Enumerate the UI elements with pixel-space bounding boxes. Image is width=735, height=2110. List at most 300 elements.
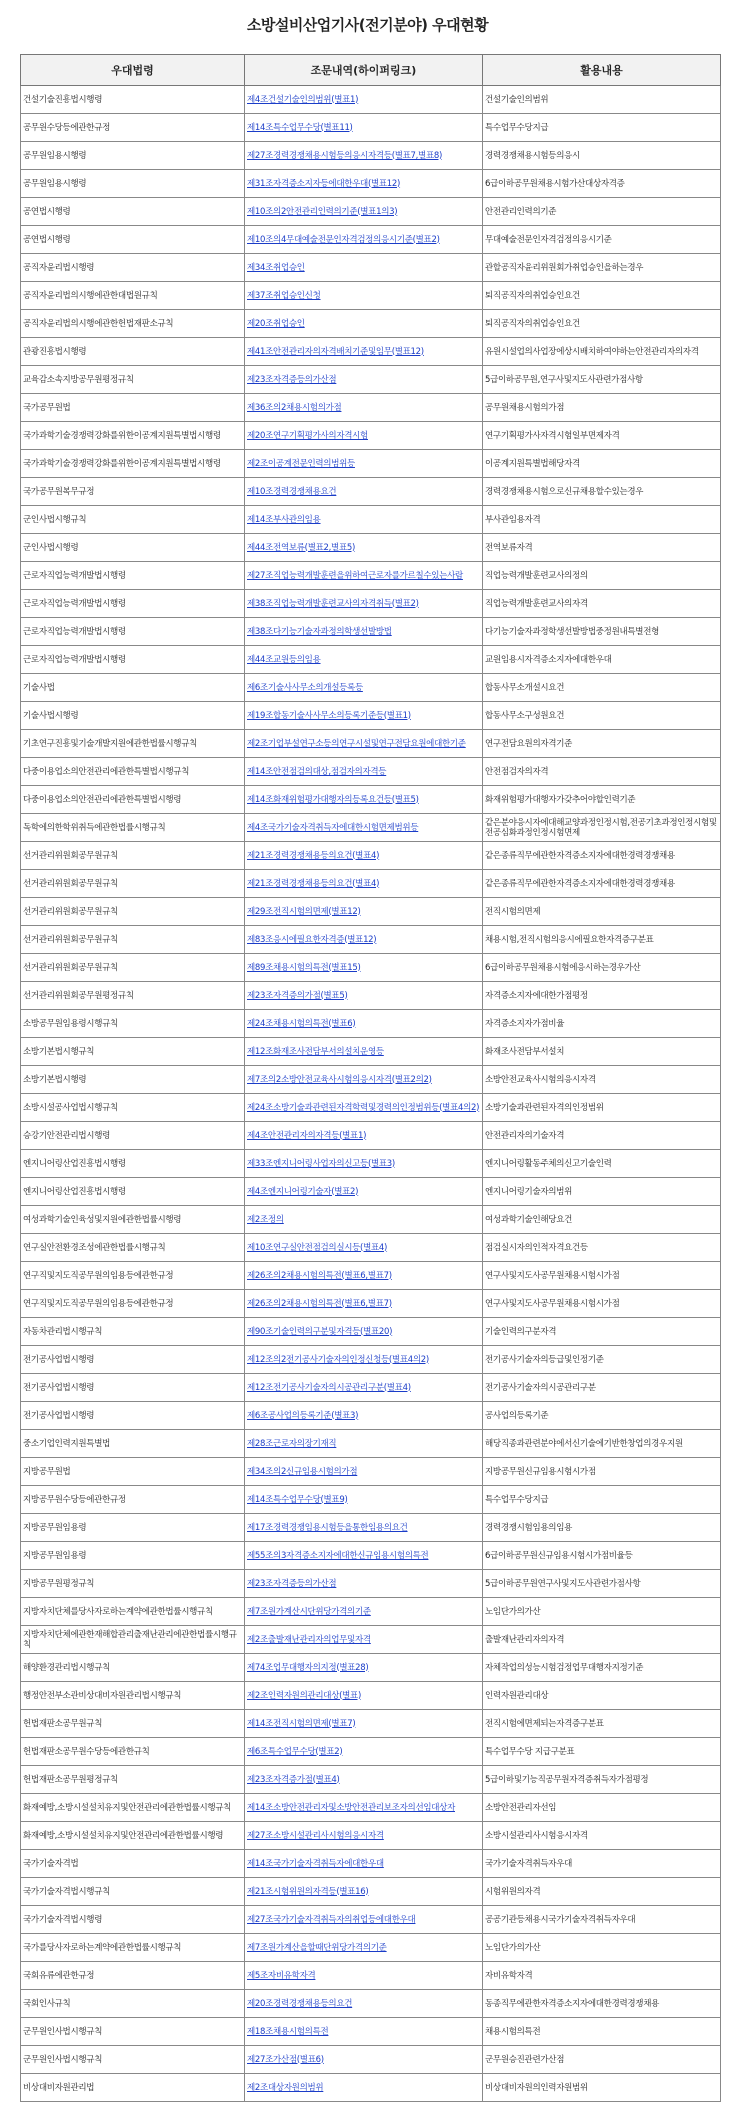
table-row — [21, 674, 721, 702]
article-cell — [245, 1290, 483, 1318]
usage-cell: 소방기술과관련된자격의인정범위 — [483, 1094, 721, 1122]
table-row — [21, 1038, 721, 1066]
law-cell: 기술사법 — [21, 674, 245, 702]
table-row — [21, 366, 721, 394]
law-cell: 연구실안전환경조성에관한법률시행규칙 — [21, 1234, 245, 1262]
article-link[interactable]: 제12조전기공사기술자의시공관리구분(별표4) — [247, 1382, 411, 1393]
usage-cell: 연구전담요원의자격기준 — [483, 730, 721, 758]
usage-cell: 채용시험,전직시험의응시에필요한자격증구분표 — [483, 926, 721, 954]
article-link[interactable]: 제10조연구실안전점검의실시등(별표4) — [247, 1242, 388, 1253]
law-cell: 중소기업인력지원특별법 — [21, 1430, 245, 1458]
article-cell — [245, 338, 483, 366]
table-row — [21, 1654, 721, 1682]
table-row — [21, 1794, 721, 1822]
article-link[interactable]: 제20조연구기획평가사의자격시험 — [247, 430, 368, 441]
table-row — [21, 1514, 721, 1542]
article-link[interactable]: 제19조합동기술사사무소의등록기준등(별표1) — [247, 710, 411, 721]
article-cell — [245, 2046, 483, 2074]
article-cell — [245, 1514, 483, 1542]
article-link[interactable]: 제7조원가계산시단위당가격의기준 — [247, 1606, 371, 1617]
table-row — [21, 786, 721, 814]
article-link[interactable]: 제27조가산점(별표6) — [247, 2054, 324, 2065]
article-link[interactable]: 제10조의4무대예술전문인자격검정의응시기준(별표2) — [247, 234, 440, 245]
article-link[interactable]: 제44조전역보류(별표2,별표5) — [247, 542, 355, 553]
usage-cell: 같은종류직무에관한자격증소지자에대한경력경쟁채용 — [483, 870, 721, 898]
law-cell: 공직자윤리법시행령 — [21, 254, 245, 282]
law-cell: 공직자윤리법의시행에관한헌법재판소규칙 — [21, 310, 245, 338]
article-cell — [245, 1486, 483, 1514]
article-cell — [245, 1570, 483, 1598]
table-row — [21, 758, 721, 786]
article-cell — [245, 1010, 483, 1038]
table-row — [21, 1542, 721, 1570]
law-cell: 군무원인사법시행규칙 — [21, 2018, 245, 2046]
article-link[interactable]: 제12조화재조사전담부서의설치운영등 — [247, 1046, 384, 1057]
article-cell — [245, 1794, 483, 1822]
table-row — [21, 982, 721, 1010]
law-cell: 공연법시행령 — [21, 226, 245, 254]
article-link[interactable]: 제89조채용시험의특전(별표15) — [247, 962, 361, 973]
table-row — [21, 1990, 721, 2018]
article-link[interactable]: 제7조의2소방안전교육사시험의응시자격(별표2의2) — [247, 1074, 432, 1085]
usage-cell: 이공계지원특별법해당자격 — [483, 450, 721, 478]
law-cell: 공무원임용시행령 — [21, 170, 245, 198]
usage-cell: 5급이하및기능직공무원자격증취득자가점평정 — [483, 1766, 721, 1794]
usage-cell: 안전관리자의기술자격 — [483, 1122, 721, 1150]
article-cell — [245, 1710, 483, 1738]
article-cell — [245, 842, 483, 870]
article-cell — [245, 954, 483, 982]
table-row — [21, 226, 721, 254]
table-row — [21, 1346, 721, 1374]
article-link[interactable]: 제33조엔지니어링사업자의신고등(별표3) — [247, 1158, 395, 1169]
usage-cell: 같은분야응시자에대해교양과정인정시험,전공기초과정인정시험및전공심화과정인정시험면제 — [483, 814, 721, 842]
law-cell: 행정안전부소관비상대비자원관리법시행규칙 — [21, 1682, 245, 1710]
usage-cell: 전직시험의면제 — [483, 898, 721, 926]
article-cell — [245, 198, 483, 226]
header-usage: 활용내용 — [483, 55, 721, 86]
article-link[interactable]: 제29조전직시험의면제(별표12) — [247, 906, 361, 917]
usage-cell: 소방안전교육사시험의응시자격 — [483, 1066, 721, 1094]
article-link[interactable]: 제14조국가기술자격취득자에대한우대 — [247, 1858, 384, 1869]
article-link[interactable]: 제26조의2채용시험의특전(별표6,별표7) — [247, 1270, 392, 1281]
article-link[interactable]: 제21조경력경쟁채용등의요건(별표4) — [247, 878, 380, 889]
table-row — [21, 2018, 721, 2046]
article-link[interactable]: 제7조원가계산을할때단위당가격의기준 — [247, 1942, 387, 1953]
article-link[interactable]: 제83조응시에필요한자격증(별표12) — [247, 934, 377, 945]
article-cell — [245, 590, 483, 618]
law-cell: 건설기술진흥법시행령 — [21, 86, 245, 114]
table-row — [21, 590, 721, 618]
law-cell: 선거관리위원회공무원규칙 — [21, 870, 245, 898]
article-cell — [245, 2018, 483, 2046]
table-row — [21, 1066, 721, 1094]
table-row — [21, 1682, 721, 1710]
table-row — [21, 1570, 721, 1598]
article-link[interactable]: 제2조출발재난관리자의업무및자격 — [247, 1634, 371, 1645]
table-row — [21, 1710, 721, 1738]
law-cell: 국가기술자격법시행령 — [21, 1906, 245, 1934]
article-cell — [245, 1682, 483, 1710]
article-cell — [245, 1038, 483, 1066]
article-link[interactable]: 제4조엔지니어링기술자(별표2) — [247, 1186, 359, 1197]
law-cell: 공무원수당등에관한규정 — [21, 114, 245, 142]
article-cell — [245, 2074, 483, 2102]
article-link[interactable]: 제23조자격증의가점(별표5) — [247, 990, 348, 1001]
law-cell: 선거관리위원회공무원규칙 — [21, 954, 245, 982]
article-cell — [245, 226, 483, 254]
law-cell: 소방공무원임용령시행규칙 — [21, 1010, 245, 1038]
table-row — [21, 870, 721, 898]
usage-cell: 화재위험평가대행자가갖추어야할인력기준 — [483, 786, 721, 814]
usage-cell: 엔지니어링활동주체의신고기술인력 — [483, 1150, 721, 1178]
article-cell — [245, 394, 483, 422]
law-cell: 국가를당사자로하는계약에관한법률시행규칙 — [21, 1934, 245, 1962]
article-cell — [245, 422, 483, 450]
article-cell — [245, 870, 483, 898]
usage-cell: 퇴직공직자의취업승인요건 — [483, 310, 721, 338]
usage-cell: 연구사및지도사공무원채용시험시가점 — [483, 1262, 721, 1290]
article-cell — [245, 1346, 483, 1374]
article-cell — [245, 1122, 483, 1150]
article-cell — [245, 1934, 483, 1962]
article-link[interactable]: 제14조특수업무수당(별표9) — [247, 1494, 348, 1505]
article-cell — [245, 1178, 483, 1206]
preference-table — [20, 54, 721, 2102]
law-cell: 지방자치단체를당사자로하는계약에관한법률시행규칙 — [21, 1598, 245, 1626]
table-row — [21, 450, 721, 478]
table-row — [21, 506, 721, 534]
article-cell — [245, 1598, 483, 1626]
usage-cell: 합동사무소개설시요건 — [483, 674, 721, 702]
usage-cell: 군무원승진관련가산점 — [483, 2046, 721, 2074]
law-cell: 지방공무원법 — [21, 1458, 245, 1486]
table-row — [21, 814, 721, 842]
usage-cell: 자비유학자격 — [483, 1962, 721, 1990]
law-cell: 헌법재판소공무원수당등에관한규칙 — [21, 1738, 245, 1766]
header-article: 조문내역(하이퍼링크) — [245, 55, 483, 86]
usage-cell: 기술인력의구분자격 — [483, 1318, 721, 1346]
article-link[interactable]: 제20조경력경쟁채용등의요건 — [247, 1998, 353, 2009]
table-row — [21, 954, 721, 982]
law-cell: 교육감소속지방공무원평정규칙 — [21, 366, 245, 394]
usage-cell: 직업능력개발훈련교사의정의 — [483, 562, 721, 590]
law-cell: 군무원인사법시행규칙 — [21, 2046, 245, 2074]
usage-cell: 전기공사기술자의시공관리구분 — [483, 1374, 721, 1402]
table-row — [21, 282, 721, 310]
article-link[interactable]: 제14조소방안전관리자및소방안전관리보조자의선임대상자 — [247, 1802, 455, 1813]
usage-cell: 채용시험의특전 — [483, 2018, 721, 2046]
table-row — [21, 730, 721, 758]
article-link[interactable]: 제24조소방기술과관련된자격학력및경력의인정범위등(별표4의2) — [247, 1102, 480, 1113]
article-link[interactable]: 제2조기업부설연구소등의연구시설및연구전담요원에대한기준 — [247, 738, 466, 749]
table-row — [21, 1626, 721, 1654]
table-row — [21, 1290, 721, 1318]
table-row — [21, 1178, 721, 1206]
article-cell — [245, 1094, 483, 1122]
table-row — [21, 1234, 721, 1262]
law-cell: 지방공무원평정규칙 — [21, 1570, 245, 1598]
article-link[interactable]: 제14조전직시험의면제(별표7) — [247, 1718, 356, 1729]
article-link[interactable]: 제5조자비유학자격 — [247, 1970, 316, 1981]
usage-cell: 교원임용시자격증소지자에대한우대 — [483, 646, 721, 674]
article-link[interactable]: 제14조특수업무수당(별표11) — [247, 122, 353, 133]
usage-cell: 엔지니어링기술자의범위 — [483, 1178, 721, 1206]
article-link[interactable]: 제6조공사업의등록기준(별표3) — [247, 1410, 359, 1421]
usage-cell: 안전관리인력의기준 — [483, 198, 721, 226]
article-link[interactable]: 제28조근로자의장기재직 — [247, 1438, 337, 1449]
table-row — [21, 1374, 721, 1402]
usage-cell: 경력경쟁채용시험등의응시 — [483, 142, 721, 170]
table-row — [21, 534, 721, 562]
usage-cell: 해당직종과관련분야에서신기술에기반한창업의경우지원 — [483, 1430, 721, 1458]
law-cell: 국가과학기술경쟁력강화를위한이공계지원특별법시행령 — [21, 450, 245, 478]
article-cell — [245, 898, 483, 926]
law-cell: 국가기술자격법시행규칙 — [21, 1878, 245, 1906]
law-cell: 헌법재판소공무원규칙 — [21, 1710, 245, 1738]
article-link[interactable]: 제10조의2안전관리인력의기준(별표1의3) — [247, 206, 398, 217]
table-row — [21, 1094, 721, 1122]
article-link[interactable]: 제20조취업승인 — [247, 318, 305, 329]
table-row — [21, 1822, 721, 1850]
usage-cell: 시험위원의자격 — [483, 1878, 721, 1906]
table-row — [21, 254, 721, 282]
table-row — [21, 926, 721, 954]
article-link[interactable]: 제24조채용시험의특전(별표6) — [247, 1018, 356, 1029]
table-body — [21, 86, 721, 2102]
table-row — [21, 1318, 721, 1346]
article-link[interactable]: 제4조국가기술자격취득자에대한시험면제범위등 — [247, 822, 419, 833]
usage-cell: 관할공직자윤리위원회가취업승인을하는경우 — [483, 254, 721, 282]
article-link[interactable]: 제6조특수업무수당(별표2) — [247, 1746, 343, 1757]
usage-cell: 화재조사전담부서설치 — [483, 1038, 721, 1066]
article-link[interactable]: 제14조부사관의임용 — [247, 514, 321, 525]
law-cell: 화재예방,소방시설설치유지및안전관리에관한법률시행규칙 — [21, 1794, 245, 1822]
article-cell — [245, 310, 483, 338]
law-cell: 화재예방,소방시설설치유지및안전관리에관한법률시행령 — [21, 1822, 245, 1850]
table-row — [21, 142, 721, 170]
article-cell — [245, 1066, 483, 1094]
article-link[interactable]: 제21조시험위원의자격등(별표16) — [247, 1886, 369, 1897]
article-cell — [245, 926, 483, 954]
article-cell — [245, 646, 483, 674]
article-cell — [245, 142, 483, 170]
article-link[interactable]: 제37조취업승인신청 — [247, 290, 321, 301]
table-row — [21, 702, 721, 730]
usage-cell: 특수업무수당 지급구분표 — [483, 1738, 721, 1766]
table-row — [21, 1402, 721, 1430]
article-link[interactable]: 제31조자격증소지자등에대한우대(별표12) — [247, 178, 401, 189]
usage-cell: 지방공무원신규임용시험시가점 — [483, 1458, 721, 1486]
article-link[interactable]: 제27조경력경쟁채용시험등의응시자격등(별표7,별표8) — [247, 150, 442, 161]
law-cell: 기초연구진흥및기술개발지원에관한법률시행규칙 — [21, 730, 245, 758]
article-link[interactable]: 제14조안전점검의대상,점검자의자격등 — [247, 766, 387, 777]
table-row — [21, 422, 721, 450]
article-cell — [245, 702, 483, 730]
article-link[interactable]: 제26조의2채용시험의특전(별표6,별표7) — [247, 1298, 392, 1309]
table-row — [21, 2046, 721, 2074]
usage-cell: 공무원채용시험의가점 — [483, 394, 721, 422]
usage-cell: 노임단가의가산 — [483, 1598, 721, 1626]
article-link[interactable]: 제23조자격증가점(별표4) — [247, 1774, 340, 1785]
article-link[interactable]: 제10조경력경쟁채용요건 — [247, 486, 337, 497]
article-cell — [245, 86, 483, 114]
table-row — [21, 618, 721, 646]
table-header-row — [21, 55, 721, 86]
article-link[interactable]: 제74조업무대행자의지정(별표28) — [247, 1662, 369, 1673]
law-cell: 전기공사업법시행령 — [21, 1402, 245, 1430]
law-cell: 지방공무원수당등에관한규정 — [21, 1486, 245, 1514]
article-link[interactable]: 제4조안전관리자의자격등(별표1) — [247, 1130, 367, 1141]
usage-cell: 노임단가의가산 — [483, 1934, 721, 1962]
article-cell — [245, 1878, 483, 1906]
article-link[interactable]: 제4조건설기술인의범위(별표1) — [247, 94, 359, 105]
law-cell: 국회유류에관한규정 — [21, 1962, 245, 1990]
usage-cell: 경력경쟁시험임용의임용 — [483, 1514, 721, 1542]
article-link[interactable]: 제18조채용시험의특전 — [247, 2026, 329, 2037]
table-row — [21, 1486, 721, 1514]
article-link[interactable]: 제21조경력경쟁채용등의요건(별표4) — [247, 850, 380, 861]
law-cell: 해양환경관리법시행규칙 — [21, 1654, 245, 1682]
article-link[interactable]: 제90조기술인력의구분및자격등(별표20) — [247, 1326, 393, 1337]
usage-cell: 여성과학기술인해당요건 — [483, 1206, 721, 1234]
usage-cell: 5급이하공무원,연구사및지도사관련가점사항 — [483, 366, 721, 394]
article-cell — [245, 170, 483, 198]
usage-cell: 자격증소지자가점비율 — [483, 1010, 721, 1038]
article-cell — [245, 1906, 483, 1934]
usage-cell: 공사업의등록기준 — [483, 1402, 721, 1430]
usage-cell: 인력자원관리대상 — [483, 1682, 721, 1710]
article-cell — [245, 1850, 483, 1878]
law-cell: 소방기본법시행규칙 — [21, 1038, 245, 1066]
law-cell: 선거관리위원회공무원규칙 — [21, 842, 245, 870]
table-row — [21, 478, 721, 506]
law-cell: 독학에의한학위취득에관한법률시행규칙 — [21, 814, 245, 842]
law-cell: 근로자직업능력개발법시행령 — [21, 618, 245, 646]
law-cell: 군인사법시행규칙 — [21, 506, 245, 534]
table-row — [21, 842, 721, 870]
article-cell — [245, 1458, 483, 1486]
usage-cell: 자체작업의성능시험검정업무대행자지정기준 — [483, 1654, 721, 1682]
law-cell: 헌법재판소공무원평정규칙 — [21, 1766, 245, 1794]
article-cell — [245, 1206, 483, 1234]
article-link[interactable]: 제27조직업능력개발훈련을위하여근로자를가르칠수있는사람 — [247, 570, 463, 581]
usage-cell: 직업능력개발훈련교사의자격 — [483, 590, 721, 618]
law-cell: 비상대비자원관리법 — [21, 2074, 245, 2102]
article-cell — [245, 1374, 483, 1402]
table-row — [21, 2074, 721, 2102]
article-link[interactable]: 제2조이공계전문인력의범위등 — [247, 458, 355, 469]
article-link[interactable]: 제38조직업능력개발훈련교사의자격취득(별표2) — [247, 598, 419, 609]
usage-cell: 5급이하공무원연구사및지도사관련가점사항 — [483, 1570, 721, 1598]
table-row — [21, 310, 721, 338]
usage-cell: 다기능기술자과정학생선발방법중정원내특별전형 — [483, 618, 721, 646]
usage-cell: 국가기술자격취득자우대 — [483, 1850, 721, 1878]
table-row — [21, 1262, 721, 1290]
article-link[interactable]: 제38조다기능기술자과정의학생선발방법 — [247, 626, 392, 637]
table-row — [21, 1122, 721, 1150]
law-cell: 국가기술자격법 — [21, 1850, 245, 1878]
usage-cell: 부사관임용자격 — [483, 506, 721, 534]
table-row — [21, 1430, 721, 1458]
law-cell: 근로자직업능력개발법시행령 — [21, 646, 245, 674]
header-law: 우대법령 — [21, 55, 245, 86]
law-cell: 엔지니어링산업진흥법시행령 — [21, 1150, 245, 1178]
article-link[interactable]: 제12조의2전기공사기술자의인정신청등(별표4의2) — [247, 1354, 429, 1365]
table-row — [21, 1738, 721, 1766]
article-cell — [245, 1150, 483, 1178]
table-row — [21, 170, 721, 198]
article-cell — [245, 1234, 483, 1262]
law-cell: 선거관리위원회공무원규칙 — [21, 898, 245, 926]
table-row — [21, 1934, 721, 1962]
table-row — [21, 1850, 721, 1878]
law-cell: 선거관리위원회공무원평정규칙 — [21, 982, 245, 1010]
usage-cell: 공공기관등채용시국가기술자격취득자우대 — [483, 1906, 721, 1934]
usage-cell: 소방시설관리사시험응시자격 — [483, 1822, 721, 1850]
article-cell — [245, 1626, 483, 1654]
law-cell: 소방기본법시행령 — [21, 1066, 245, 1094]
article-link[interactable]: 제27조소방시설관리사시험의응시자격 — [247, 1830, 384, 1841]
usage-cell: 6급이하공무원신규임용시험시가점비율등 — [483, 1542, 721, 1570]
usage-cell: 건설기술인의범위 — [483, 86, 721, 114]
article-link[interactable]: 제6조기술사사무소의개설등록등 — [247, 682, 363, 693]
table-row — [21, 1598, 721, 1626]
usage-cell: 동종직무에관한자격증소지자에대한경력경쟁채용 — [483, 1990, 721, 2018]
article-link[interactable]: 제34조취업승인 — [247, 262, 305, 273]
law-cell: 지방공무원임용령 — [21, 1514, 245, 1542]
article-link[interactable]: 제23조자격증등의가산점 — [247, 374, 337, 385]
law-cell: 국가공무원법 — [21, 394, 245, 422]
table-row — [21, 114, 721, 142]
article-link[interactable]: 제55조의3자격증소지자에대한신규임용시험의특전 — [247, 1550, 429, 1561]
table-row — [21, 1906, 721, 1934]
page-title: 소방설비산업기사(전기분야) 우대현황 — [246, 16, 489, 34]
usage-cell: 전직시험에면제되는자격증구분표 — [483, 1710, 721, 1738]
table-row — [21, 198, 721, 226]
article-link[interactable]: 제2조인력자원의관리대상(별표) — [247, 1690, 361, 1701]
law-cell: 자동차관리법시행규칙 — [21, 1318, 245, 1346]
article-cell — [245, 758, 483, 786]
usage-cell: 6급이하공무원채용시험가산대상자격증 — [483, 170, 721, 198]
usage-cell: 자격증소지자에대한가점평정 — [483, 982, 721, 1010]
usage-cell: 합동사무소구성원요건 — [483, 702, 721, 730]
article-link[interactable]: 제2조정의 — [247, 1214, 284, 1225]
law-cell: 관광진흥법시행령 — [21, 338, 245, 366]
usage-cell: 비상대비자원의인력자원범위 — [483, 2074, 721, 2102]
article-link[interactable]: 제34조의2신규임용시험의가점 — [247, 1466, 358, 1477]
article-link[interactable]: 제27조국가기술자격취득자의취업등에대한우대 — [247, 1914, 416, 1925]
table-row — [21, 394, 721, 422]
article-cell — [245, 1962, 483, 1990]
table-row — [21, 1010, 721, 1038]
article-link[interactable]: 제2조대상자원의범위 — [247, 2082, 324, 2093]
article-cell — [245, 674, 483, 702]
article-cell — [245, 1402, 483, 1430]
article-link[interactable]: 제36조의2채용시험의가점 — [247, 402, 342, 413]
article-cell — [245, 730, 483, 758]
law-cell: 승강기안전관리법시행령 — [21, 1122, 245, 1150]
article-link[interactable]: 제14조화재위험평가대행자의등록요건등(별표5) — [247, 794, 419, 805]
table-row — [21, 1206, 721, 1234]
article-cell — [245, 1766, 483, 1794]
article-link[interactable]: 제44조교원등의임용 — [247, 654, 321, 665]
article-link[interactable]: 제41조안전관리자의자격배치기준및임무(별표12) — [247, 346, 424, 357]
usage-cell: 연구사및지도사공무원채용시험시가점 — [483, 1290, 721, 1318]
law-cell: 지방자치단체에관한재해합관리출재난관리에관한법률시행규칙 — [21, 1626, 245, 1654]
article-link[interactable]: 제23조자격증등의가산점 — [247, 1578, 337, 1589]
article-link[interactable]: 제17조경력경쟁임용시험등을통한임용의요건 — [247, 1522, 408, 1533]
